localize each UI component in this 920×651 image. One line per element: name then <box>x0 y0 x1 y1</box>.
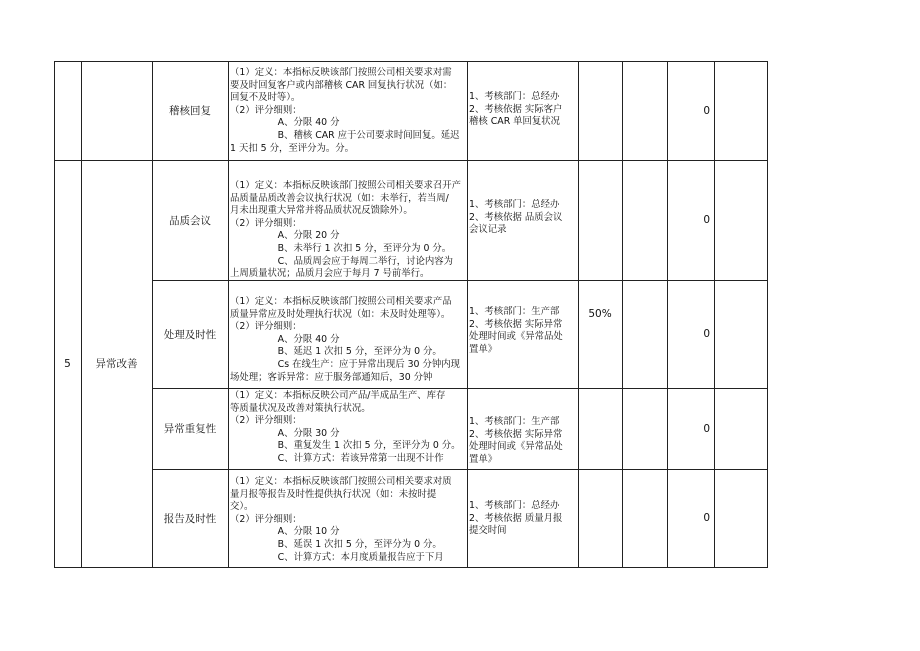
assessment-basis: 1、考核部门：生产部 2、考核依据 实际异常 处理时间或《异常品处 置单》 <box>469 416 563 465</box>
score-value: 0 <box>703 104 710 117</box>
assessment-basis: 1、考核部门：生产部 2、考核依据 实际异常 处理时间或《异常品处 置单》 <box>469 306 563 355</box>
assessment-basis: 1、考核部门：总经办 2、考核依据 质量月报 提交时间 <box>469 500 563 537</box>
score-value: 0 <box>703 328 710 340</box>
assessment-basis: 1、考核部门：总经办 2、考核依据 品质会议 会议记录 <box>469 199 563 236</box>
item-definition: （1）定义：本指标反映该部门按照公司相关要求召开产 品质量品质改善会议执行状况（如：未举行，若当周/ 月未出现重大异常并将品质状况反馈除外）。 （2）评分细则： A、分限 20 分 B、未举行 1 次扣 5 分，至评分为 0 分。 C、品质周会应于每周二举行，讨论内容为 上周质量状况；品质月会应于每月 7 号前举行。 <box>230 180 461 280</box>
weight-value: 50% <box>588 308 612 320</box>
assessment-basis: 1、考核部门：总经办 2、考核依据 实际客户 稽核 CAR 单回复状况 <box>469 91 563 128</box>
item-name: 异常重复性 <box>163 423 217 435</box>
category-label: 异常改善 <box>95 358 138 370</box>
item-definition: （1）定义：本指标反映该部门按照公司相关要求对质 量月报等报告及时性提供执行状况（如：未按时提 交）。 （2）评分细则： A、分限 10 分 B、延误 1 次扣 5 分，至评分为 0 分。 C、计算方式：本月度质量报告应于下月 <box>230 476 452 563</box>
item-definition: （1）定义：本指标反映该部门按照公司相关要求产品 质量异常应及时处理执行状况（如：未及时处理等）。 （2）评分细则： A、分限 40 分 B、延迟 1 次扣 5 分，至评分为 0 分。 Cs 在线生产：应于异常出现后 30 分钟内现 场处理；客诉异常：应于服务部通知后，30 分钟 <box>230 296 460 383</box>
score-value: 0 <box>703 512 710 524</box>
score-value: 0 <box>703 214 710 226</box>
row-number: 5 <box>64 357 71 370</box>
item-definition: （1）定义：本指标反映公司产品/半成品生产、库存 等质量状况及改善对策执行状况。 （2）评分细则： A、分限 30 分 B、重复发生 1 次扣 5 分，至评分为 0 分。 C、计算方式：若该异常第一出现不计作 <box>230 390 461 464</box>
item-definition: （1）定义：本指标反映该部门按照公司相关要求对需 要及时回复客户或内部稽核 CAR 回复执行状况（如： 回复不及时等）。 （2）评分细则： A、分限 40 分 B、稽核 CAR 应于公司要求时间回复。延迟 1 天扣 5 分，至评分为。分。 <box>230 67 460 154</box>
item-name: 品质会议 <box>169 214 211 227</box>
item-name: 报告及时性 <box>163 512 217 525</box>
score-value: 0 <box>703 422 710 435</box>
item-name: 稽核回复 <box>169 105 211 117</box>
item-name: 处理及时性 <box>163 328 217 341</box>
